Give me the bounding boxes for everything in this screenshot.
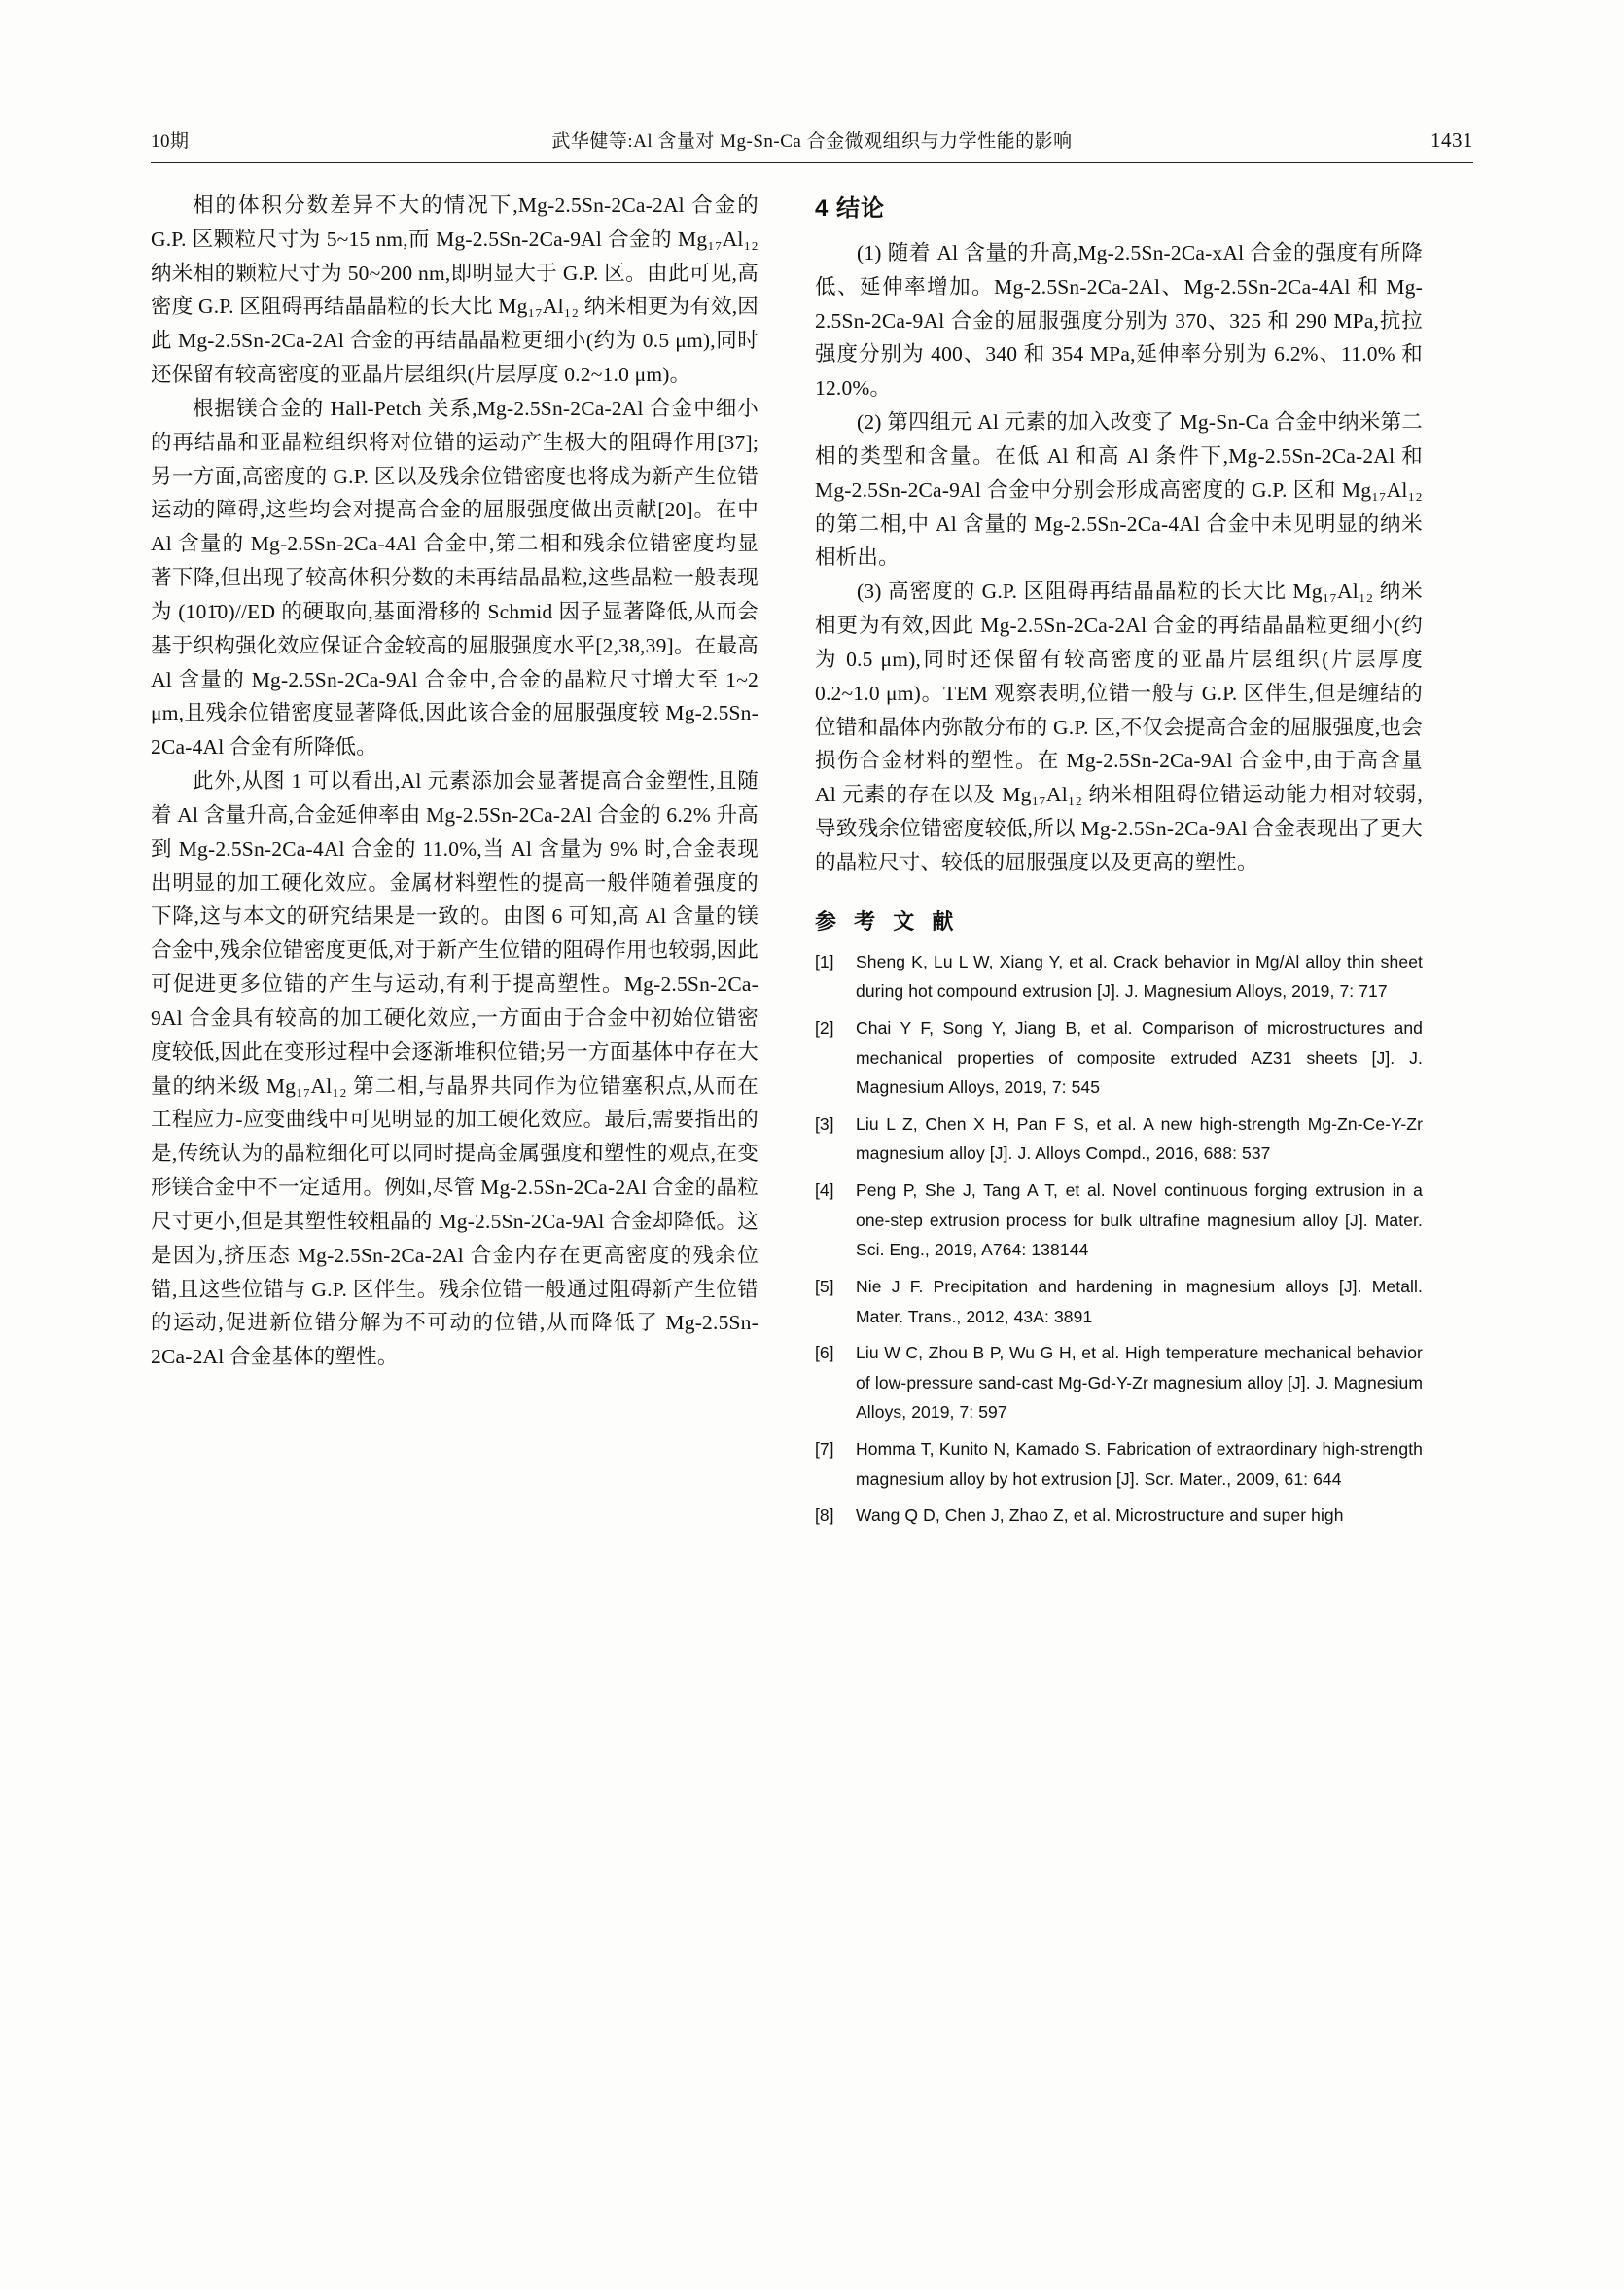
reference-number: [2] <box>815 1017 834 1038</box>
reference-number: [5] <box>815 1276 834 1296</box>
reference-text: Homma T, Kunito N, Kamado S. Fabrication of extraordinary high-strength magnesium alloy by hot extrusion [J]. Scr. Mater., 2009, 61: 644 <box>856 1439 1423 1489</box>
reference-item <box>815 1434 1423 1494</box>
references-heading: 参 考 文 献 <box>815 908 960 934</box>
running-title: 武华健等:Al 含量对 Mg-Sn-Ca 合金微观组织与力学性能的影响 <box>551 131 1073 152</box>
issue-number: 10期 <box>151 131 190 152</box>
left-column <box>151 189 759 1374</box>
two-column-body <box>151 189 1473 1537</box>
reference-item <box>815 1110 1423 1169</box>
reference-item <box>815 1500 1423 1531</box>
page-number: 1431 <box>1430 128 1473 152</box>
reference-number: [8] <box>815 1505 834 1526</box>
paragraph: 根据镁合金的 Hall-Petch 关系,Mg-2.5Sn-2Ca-2Al 合金中细小的再结晶和亚晶粒组织将对位错的运动产生极大的阻碍作用[37];另一方面,高密度的 G.P. 区以及残余位错密度也将成为新产生位错运动的障碍,这些均会对提高合金的屈服强度做出贡献[20]。在中 Al 含量的 Mg-2.5Sn-2Ca-4Al 合金中,第二相和残余位错密度均显著下降,但出现了较高体积分数的未再结晶晶粒,这些晶粒一般表现为 (101̄0)//ED 的硬取向,基面滑移的 Schmid 因子显著降低,从而会基于织构强化效应保证合金较高的屈服强度水平[2,38,39]。在最高 Al 含量的 Mg-2.5Sn-2Ca-9Al 合金中,合金的晶粒尺寸增大至 1~2 μm,且残余位错密度显著降低,因此该合金的屈服强度较 Mg-2.5Sn-2Ca-4Al 合金有所降低。 <box>151 396 759 759</box>
paragraph: 相的体积分数差异不大的情况下,Mg-2.5Sn-2Ca-2Al 合金的 G.P. 区颗粒尺寸为 5~15 nm,而 Mg-2.5Sn-2Ca-9Al 合金的 Mg₁₇Al₁₂ 纳米相的颗粒尺寸为 50~200 nm,即明显大于 G.P. 区。由此可见,高密度 G.P. 区阻碍再结晶晶粒的长大比 Mg₁₇Al₁₂ 纳米相更为有效,因此 Mg-2.5Sn-2Ca-2Al 合金的再结晶晶粒更细小(约为 0.5 μm),同时还保留有较高密度的亚晶片层组织(片层厚度 0.2~1.0 μm)。 <box>151 194 759 387</box>
reference-text: Chai Y F, Song Y, Jiang B, et al. Comparison of microstructures and mechanical properties of composite extruded AZ31 sheets [J]. J. Magnesium Alloys, 2019, 7: 545 <box>856 1017 1423 1098</box>
paragraph: (3) 高密度的 G.P. 区阻碍再结晶晶粒的长大比 Mg₁₇Al₁₂ 纳米相更为有效,因此 Mg-2.5Sn-2Ca-2Al 合金的再结晶晶粒更细小(约为 0.5 μm),同时还保留有较高密度的亚晶片层组织(片层厚度 0.2~1.0 μm)。TEM 观察表明,位错一般与 G.P. 区伴生,但是缠结的位错和晶体内弥散分布的 G.P. 区,不仅会提高合金的屈服强度,也会损伤合金材料的塑性。在 Mg-2.5Sn-2Ca-9Al 合金中,由于高含量 Al 元素的存在以及 Mg₁₇Al₁₂ 纳米相阻碍位错运动能力相对较弱,导致残余位错密度较低,所以 Mg-2.5Sn-2Ca-9Al 合金表现出了更大的晶粒尺寸、较低的屈服强度以及更高的塑性。 <box>815 580 1423 874</box>
reference-item <box>815 1338 1423 1427</box>
paragraph: 此外,从图 1 可以看出,Al 元素添加会显著提高合金塑性,且随着 Al 含量升高,合金延伸率由 Mg-2.5Sn-2Ca-2Al 合金的 6.2% 升高到 Mg-2.5Sn-2Ca-4Al 合金的 11.0%,当 Al 含量为 9% 时,合金表现出明显的加工硬化效应。金属材料塑性的提高一般伴随着强度的下降,这与本文的研究结果是一致的。由图 6 可知,高 Al 含量的镁合金中,残余位错密度更低,对于新产生位错的阻碍作用也较弱,因此可促进更多位错的产生与运动,有利于提高塑性。Mg-2.5Sn-2Ca-9Al 合金具有较高的加工硬化效应,一方面由于合金中初始位错密度较低,因此在变形过程中会逐渐堆积位错;另一方面基体中存在大量的纳米级 Mg₁₇Al₁₂ 第二相,与晶界共同作为位错塞积点,从而在工程应力-应变曲线中可见明显的加工硬化效应。最后,需要指出的是,传统认为的晶粒细化可以同时提高金属强度和塑性的观点,在变形镁合金中不一定适用。例如,尽管 Mg-2.5Sn-2Ca-2Al 合金的晶粒尺寸更小,但是其塑性较粗晶的 Mg-2.5Sn-2Ca-9Al 合金却降低。这是因为,挤压态 Mg-2.5Sn-2Ca-2Al 合金内存在更高密度的残余位错,且这些位错与 G.P. 区伴生。残余位错一般通过阻碍新产生位错的运动,促进新位错分解为不可动的位错,从而降低了 Mg-2.5Sn-2Ca-2Al 合金基体的塑性。 <box>151 769 759 1369</box>
reference-text: Liu W C, Zhou B P, Wu G H, et al. High temperature mechanical behavior of low-pressure sand-cast Mg-Gd-Y-Zr magnesium alloy [J]. J. Magnesium Alloys, 2019, 7: 597 <box>856 1343 1423 1423</box>
reference-number: [3] <box>815 1113 834 1134</box>
right-column <box>815 189 1423 1537</box>
header-rule <box>151 162 1473 163</box>
reference-list <box>815 947 1423 1531</box>
reference-item <box>815 947 1423 1006</box>
reference-item <box>815 1013 1423 1103</box>
reference-number: [1] <box>815 951 834 971</box>
paragraph: (1) 随着 Al 含量的升高,Mg-2.5Sn-2Ca-xAl 合金的强度有所降低、延伸率增加。Mg-2.5Sn-2Ca-2Al、Mg-2.5Sn-2Ca-4Al 和 Mg-2.5Sn-2Ca-9Al 合金的屈服强度分别为 370、325 和 290 MPa,抗拉强度分别为 400、340 和 354 MPa,延伸率分别为 6.2%、11.0% 和 12.0%。 <box>815 241 1423 401</box>
section-heading-conclusion: 4 结论 <box>815 195 886 222</box>
paragraph: (2) 第四组元 Al 元素的加入改变了 Mg-Sn-Ca 合金中纳米第二相的类型和含量。在低 Al 和高 Al 条件下,Mg-2.5Sn-2Ca-2Al 和 Mg-2.5Sn-2Ca-9Al 合金中分别会形成高密度的 G.P. 区和 Mg₁₇Al₁₂ 的第二相,中 Al 含量的 Mg-2.5Sn-2Ca-4Al 合金中未见明显的纳米相析出。 <box>815 410 1423 570</box>
reference-text: Peng P, She J, Tang A T, et al. Novel continuous forging extrusion in a one-step extrusion process for bulk ultrafine magnesium alloy [J]. Mater. Sci. Eng., 2019, A764: 138144 <box>856 1180 1423 1260</box>
reference-text: Sheng K, Lu L W, Xiang Y, et al. Crack behavior in Mg/Al alloy thin sheet during hot compound extrusion [J]. J. Magnesium Alloys, 2019, 7: 717 <box>856 951 1423 1002</box>
reference-text: Nie J F. Precipitation and hardening in magnesium alloys [J]. Metall. Mater. Trans., 2012, 43A: 3891 <box>856 1276 1423 1326</box>
reference-number: [7] <box>815 1439 834 1460</box>
running-head <box>151 126 1473 162</box>
reference-text: Liu L Z, Chen X H, Pan F S, et al. A new high-strength Mg-Zn-Ce-Y-Zr magnesium alloy [J]. J. Alloys Compd., 2016, 688: 537 <box>856 1113 1423 1164</box>
reference-number: [4] <box>815 1180 834 1201</box>
reference-item <box>815 1272 1423 1331</box>
reference-number: [6] <box>815 1343 834 1363</box>
reference-item <box>815 1176 1423 1265</box>
reference-text: Wang Q D, Chen J, Zhao Z, et al. Microstructure and super high <box>856 1505 1344 1526</box>
